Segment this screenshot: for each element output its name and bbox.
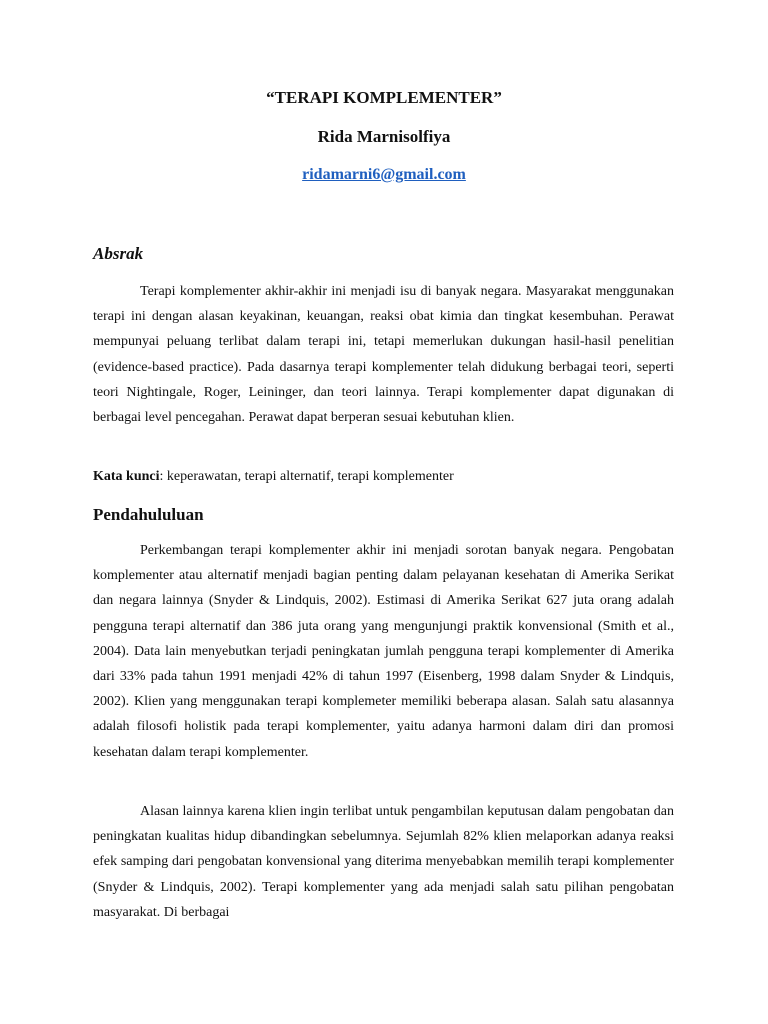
abstract-heading: Absrak — [93, 244, 144, 263]
paragraph-text: Alasan lainnya karena klien ingin terlibat untuk pengambilan keputusan dalam pengobatan dan peningkatan kualitas hidup dibandingkan sebelumnya. Sejumlah 82% klien melaporkan adanya reaksi efek samping dari pengobatan konvensional yang diterima menyebabkan memilih terapi komplementer (Snyder & Lindquis, 2002). Terapi komplementer yang ada menjadi salah satu pilihan pengobatan masyarakat. Di berbagai — [93, 804, 674, 920]
keywords-text: : keperawatan, terapi alternatif, terapi komplementer — [159, 469, 454, 484]
author-name: Rida Marnisolfiya — [317, 127, 451, 146]
section-heading: Pendahululuan — [93, 505, 204, 524]
keywords-line — [93, 467, 674, 487]
body-paragraph-1 — [93, 538, 674, 765]
body-paragraph-2 — [93, 799, 674, 925]
paper-title: “TERAPI KOMPLEMENTER” — [266, 88, 502, 107]
author-email — [0, 166, 768, 184]
keywords-label: Kata kunci — [93, 469, 160, 484]
abstract-paragraph: Terapi komplementer akhir-akhir ini menjadi isu di banyak negara. Masyarakat menggunakan terapi ini dengan alasan keyakinan, keuangan, reaksi obat kimia dan tingkat kesembuhan. Perawat mempunyai peluang terlibat dalam terapi ini, tetapi memerlukan dukungan hasil-hasil penelitian (evidence-based practice). Pada dasarnya terapi komplementer telah didukung berbagai teori, seperti teori Nightingale, Roger, Leininger, dan teori lainnya. Terapi komplementer dapat digunakan di berbagai level pencegahan. Perawat dapat berperan sesuai kebutuhan klien. — [93, 284, 674, 426]
paragraph-text: Perkembangan terapi komplementer akhir ini menjadi sorotan banyak negara. Pengobatan komplementer atau alternatif menjadi bagian penting dalam pelayanan kesehatan di Amerika Serikat dan negara lainnya (Snyder & Lindquis, 2002). Estimasi di Amerika Serikat 627 juta orang adalah pengguna terapi alternatif dan 386 juta orang yang mengunjungi praktik konvensional (Smith et al., 2004). Data lain menyebutkan terjadi peningkatan jumlah pengguna terapi komplementer di Amerika dari 33% pada tahun 1991 menjadi 42% di tahun 1997 (Eisenberg, 1998 dalam Snyder & Lindquis, 2002). Klien yang menggunakan terapi komplemeter memiliki beberapa alasan. Salah satu alasannya adalah filosofi holistik pada terapi komplementer, yaitu adanya harmoni dalam diri dan promosi kesehatan dalam terapi komplementer. — [93, 543, 674, 760]
abstract-body — [93, 279, 674, 430]
email-link[interactable]: ridamarni6@gmail.com — [302, 166, 466, 183]
